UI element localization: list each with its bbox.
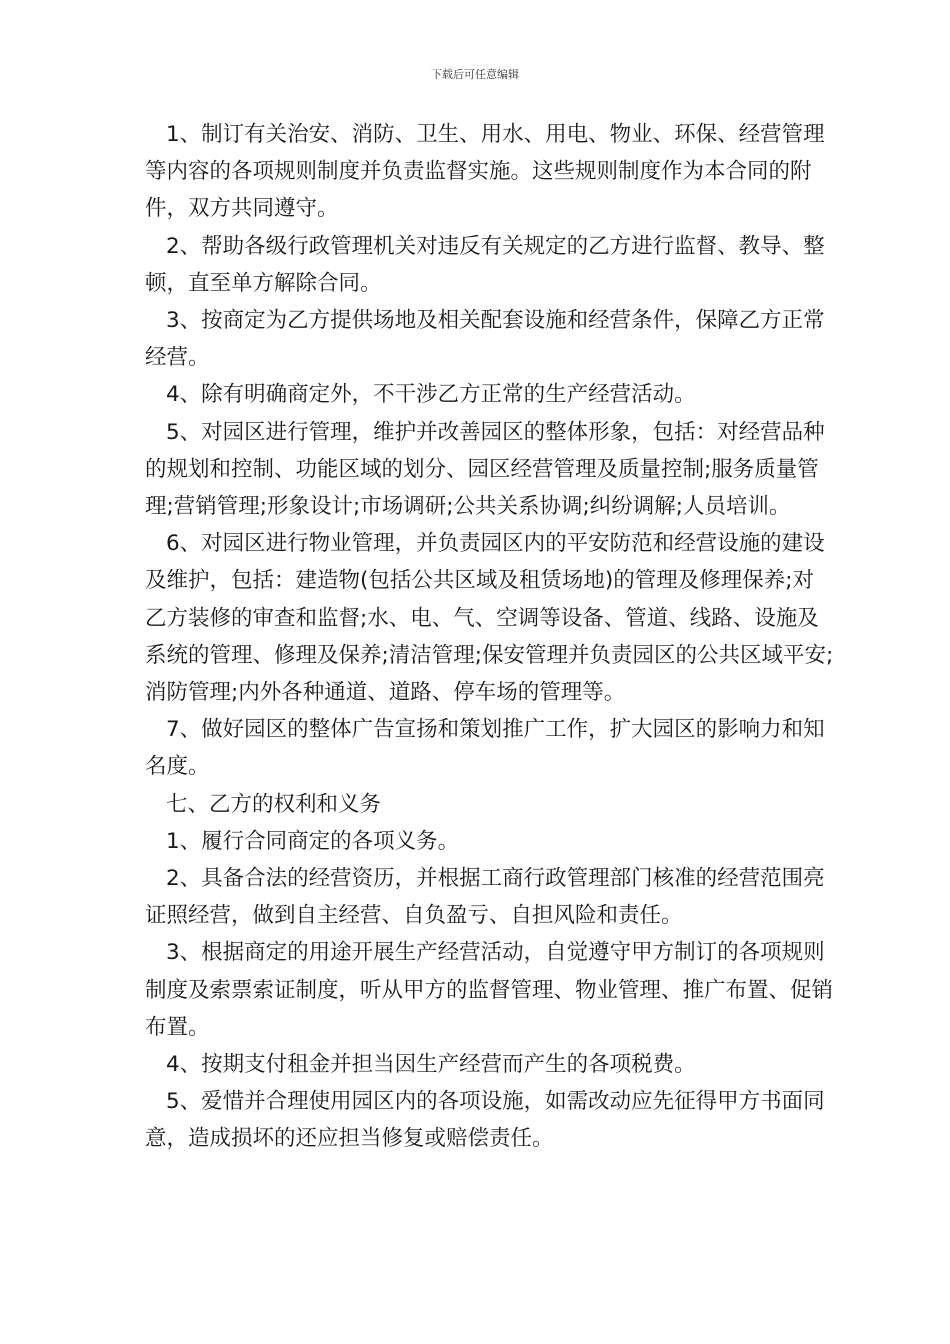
header-note: 下载后可任意编辑 xyxy=(431,68,519,81)
paragraph-1: 1、制订有关治安、消防、卫生、用水、用电、物业、环保、经营管理等内容的各项规则制度并负责监督实施。这些规则制度作为本合同的附件，双方共同遵守。 xyxy=(145,122,825,222)
document-body xyxy=(145,116,835,1158)
paragraph-12: 5、爱惜并合理使用园区内的各项设施，如需改动应先征得甲方书面同意，造成损坏的还应担当修复或赔偿责任。 xyxy=(145,1089,825,1152)
paragraph-10: 3、根据商定的用途开展生产经营活动，自觉遵守甲方制订的各项规则制度及索票索证制度，听从甲方的监督管理、物业管理、推广布置、促销布置。 xyxy=(145,940,834,1040)
paragraph-3: 3、按商定为乙方提供场地及相关配套设施和经营条件，保障乙方正常经营。 xyxy=(145,308,825,371)
paragraph-9: 2、具备合法的经营资历，并根据工商行政管理部门核准的经营范围亮证照经营，做到自主经营、自负盈亏、自担风险和责任。 xyxy=(145,866,825,929)
paragraph-4: 4、除有明确商定外，不干涉乙方正常的生产经营活动。 xyxy=(166,382,696,408)
paragraph-2: 2、帮助各级行政管理机关对违反有关规定的乙方进行监督、教导、整顿，直至单方解除合同。 xyxy=(145,233,825,296)
paragraph-11: 4、按期支付租金并担当因生产经营而产生的各项税费。 xyxy=(166,1052,696,1078)
paragraph-8: 1、履行合同商定的各项义务。 xyxy=(166,828,460,854)
section-heading: 七、乙方的权利和义务 xyxy=(166,791,382,817)
paragraph-7: 7、做好园区的整体广告宣扬和策划推广工作，扩大园区的影响力和知名度。 xyxy=(145,717,825,780)
paragraph-6: 6、对园区进行物业管理，并负责园区内的平安防范和经营设施的建设及维护，包括：建造物(包括公共区域及租赁场地)的管理及修理保养;对乙方装修的审查和监督;水、电、气、空调等设备、管道、线路、设施及系统的管理、修理及保养;清洁管理;保安管理并负责园区的公共区域平安;消防管理;内外各种通道、道路、停车场的管理等。 xyxy=(145,531,834,706)
paragraph-5: 5、对园区进行管理，维护并改善园区的整体形象，包括：对经营品种的规划和控制、功能区域的划分、园区经营管理及质量控制;服务质量管理;营销管理;形象设计;市场调研;公共关系协调;纠纷调解;人员培训。 xyxy=(145,419,825,520)
